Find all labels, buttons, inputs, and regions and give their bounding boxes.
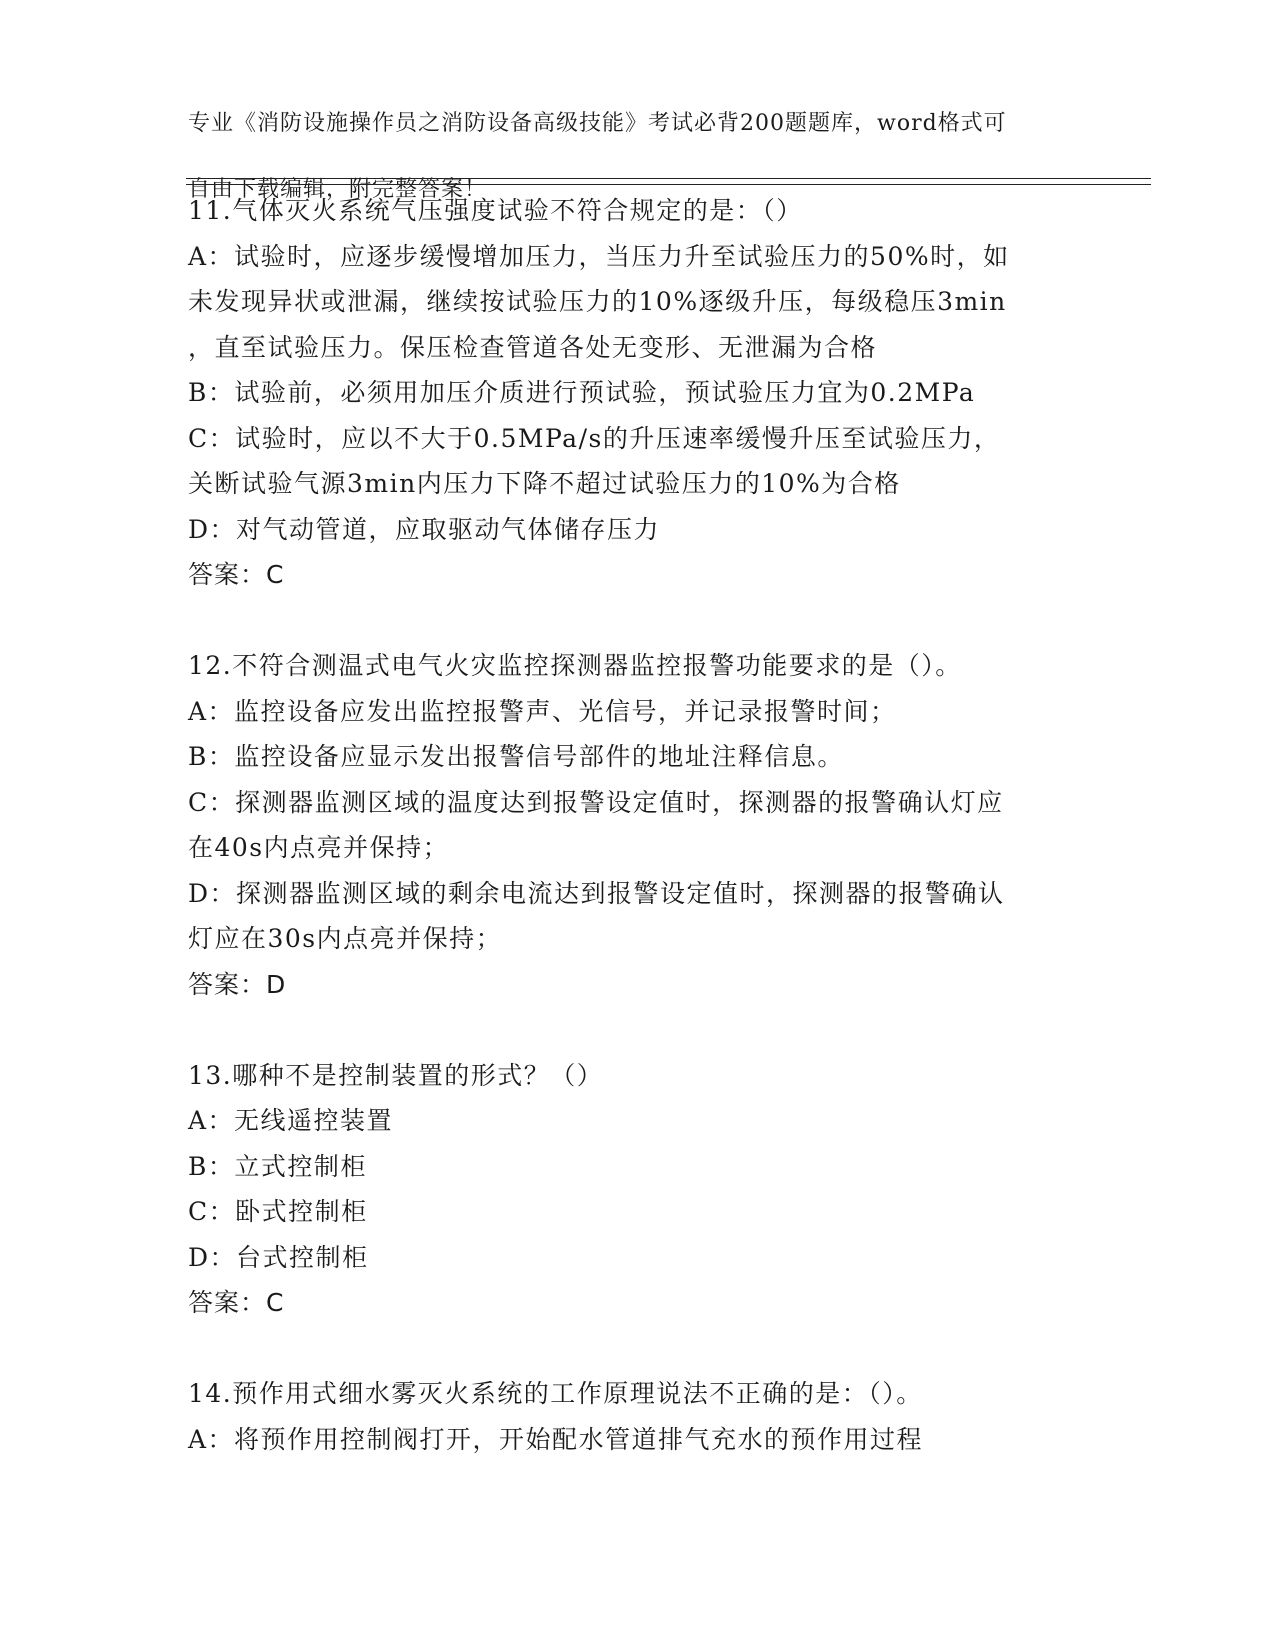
question-12-option-c: C：探测器监测区域的温度达到报警设定值时，探测器的报警确认灯应 [188, 787, 1004, 817]
question-12-answer: 答案：D [188, 969, 287, 999]
header-line-1: 专业《消防设施操作员之消防设备高级技能》考试必背200题题库，word格式可 [188, 111, 1007, 136]
question-11-option-c: C：试验时，应以不大于0.5MPa/s的升压速率缓慢升压至试验压力， [188, 423, 1001, 453]
question-13-title: 13.哪种不是控制装置的形式？（） [188, 1060, 604, 1090]
question-11-option-a: A：试验时，应逐步缓慢增加压力，当压力升至试验压力的50%时，如 [188, 241, 1010, 271]
question-12-option-d-cont: 灯应在30s内点亮并保持； [188, 924, 503, 953]
question-14-option-a: A：将预作用控制阀打开，开始配水管道排气充水的预作用过程 [188, 1424, 924, 1454]
question-13-option-b: B：立式控制柜 [188, 1151, 367, 1181]
spacer [188, 1326, 1088, 1372]
question-11-title: 11.气体灭火系统气压强度试验不符合规定的是：（） [188, 196, 803, 225]
question-13-option-d: D：台式控制柜 [188, 1242, 369, 1272]
spacer [188, 598, 1088, 644]
question-11-option-d: D：对气动管道，应取驱动气体储存压力 [188, 514, 661, 544]
question-13-option-a: A：无线遥控装置 [188, 1106, 394, 1135]
question-11-option-a-cont: 未发现异状或泄漏，继续按试验压力的10%逐级升压，每级稳压3min [188, 287, 1007, 316]
question-12-option-c-cont: 在40s内点亮并保持； [188, 833, 450, 862]
question-13-option-c: C：卧式控制柜 [188, 1197, 368, 1226]
spacer [188, 1007, 1088, 1053]
question-11-option-b: B：试验前，必须用加压介质进行预试验，预试验压力宜为0.2MPa [188, 378, 976, 407]
question-11 [188, 188, 1088, 598]
question-12 [188, 643, 1088, 1007]
question-13-answer: 答案：C [188, 1288, 285, 1317]
question-12-option-d: D：探测器监测区域的剩余电流达到报警设定值时，探测器的报警确认 [188, 878, 1005, 908]
question-11-option-a-cont: ，直至试验压力。保压检查管道各处无变形、无泄漏为合格 [188, 332, 878, 362]
question-12-option-b: B：监控设备应显示发出报警信号部件的地址注释信息。 [188, 742, 844, 771]
question-12-title: 12.不符合测温式电气火灾监控探测器监控报警功能要求的是（）。 [188, 651, 962, 680]
question-13 [188, 1053, 1088, 1326]
question-11-option-c-cont: 关断试验气源3min内压力下降不超过试验压力的10%为合格 [188, 469, 901, 498]
header-divider-bottom [186, 184, 1151, 185]
question-list [188, 188, 1088, 1462]
question-11-answer: 答案：C [188, 560, 285, 589]
question-12-option-a: A：监控设备应发出监控报警声、光信号，并记录报警时间； [188, 696, 897, 726]
question-14-title: 14.预作用式细水雾灭火系统的工作原理说法不正确的是：（）。 [188, 1379, 923, 1408]
header-line-2: 自由下载编辑，附完整答案！ [188, 177, 488, 202]
header-divider-top [186, 178, 1151, 179]
question-14 [188, 1371, 1088, 1462]
